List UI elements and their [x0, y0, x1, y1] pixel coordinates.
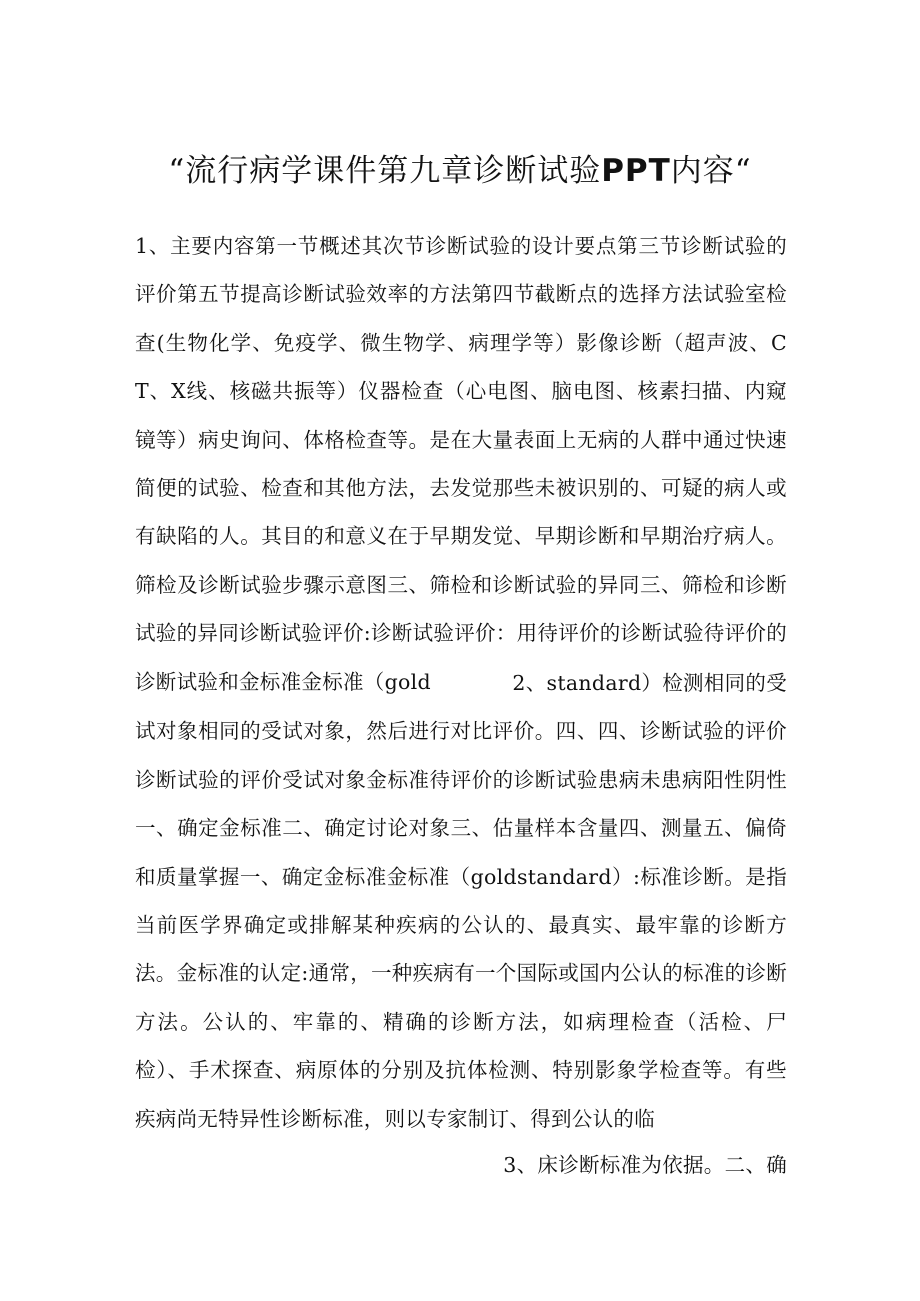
document-title — [100, 150, 820, 192]
title-latin: PPT — [601, 153, 671, 189]
paragraph-2-first-line: 2、standard）检测相同的受 — [512, 671, 787, 695]
paragraph-3: 3、床诊断标准为依据。二、确 — [503, 1153, 787, 1177]
title-suffix: 内容“ — [670, 153, 752, 189]
paragraph-2-body: 试对象相同的受试对象，然后进行对比评价。四、四、诊断试验的评价诊断试验的评价受试对象金标准待评价的诊断试验患病未患病阳性阴性一、确定金标准二、确定讨论对象三、估量样本含量四、测量五、偏倚和质量掌握一、确定金标准金标准（goldstandard）:标准诊断。是指当前医学界确定或排解某种疾病的公认的、最真实、最牢靠的诊断方法。金标准的认定:通常，一种疾病有一个国际或国内公认的标准的诊断方法。公认的、牢靠的、精确的诊断方法，如病理检查（活检、尸检）、手术探查、病原体的分别及抗体检测、特别影象学检查等。有些疾病尚无特异性诊断标准，则以专家制订、得到公认的临 — [135, 719, 788, 1131]
paragraph-1: 1、主要内容第一节概述其次节诊断试验的设计要点第三节诊断试验的评价第五节提高诊断试验效率的方法第四节截断点的选择方法试验室检查(生物化学、免疫学、微生物学、病理学等）影像诊断（超声波、CT、X线、核磁共振等）仪器检查（心电图、脑电图、核素扫描、内窥镜等）病史询问、体格检查等。是在大量表面上无病的人群中通过快速简便的试验、检查和其他方法，去发觉那些未被识别的、可疑的病人或有缺陷的人。其目的和意义在于早期发觉、早期诊断和早期治疗病人。筛检及诊断试验步骤示意图三、筛检和诊断试验的异同三、筛检和诊断试验的异同诊断试验评价:诊断试验评价：用待评价的诊断试验待评价的诊断试验和金标准金标准（gold — [135, 234, 788, 694]
title-prefix: “流行病学课件第九章诊断试验 — [168, 153, 602, 189]
paragraph-2 — [135, 659, 787, 1143]
